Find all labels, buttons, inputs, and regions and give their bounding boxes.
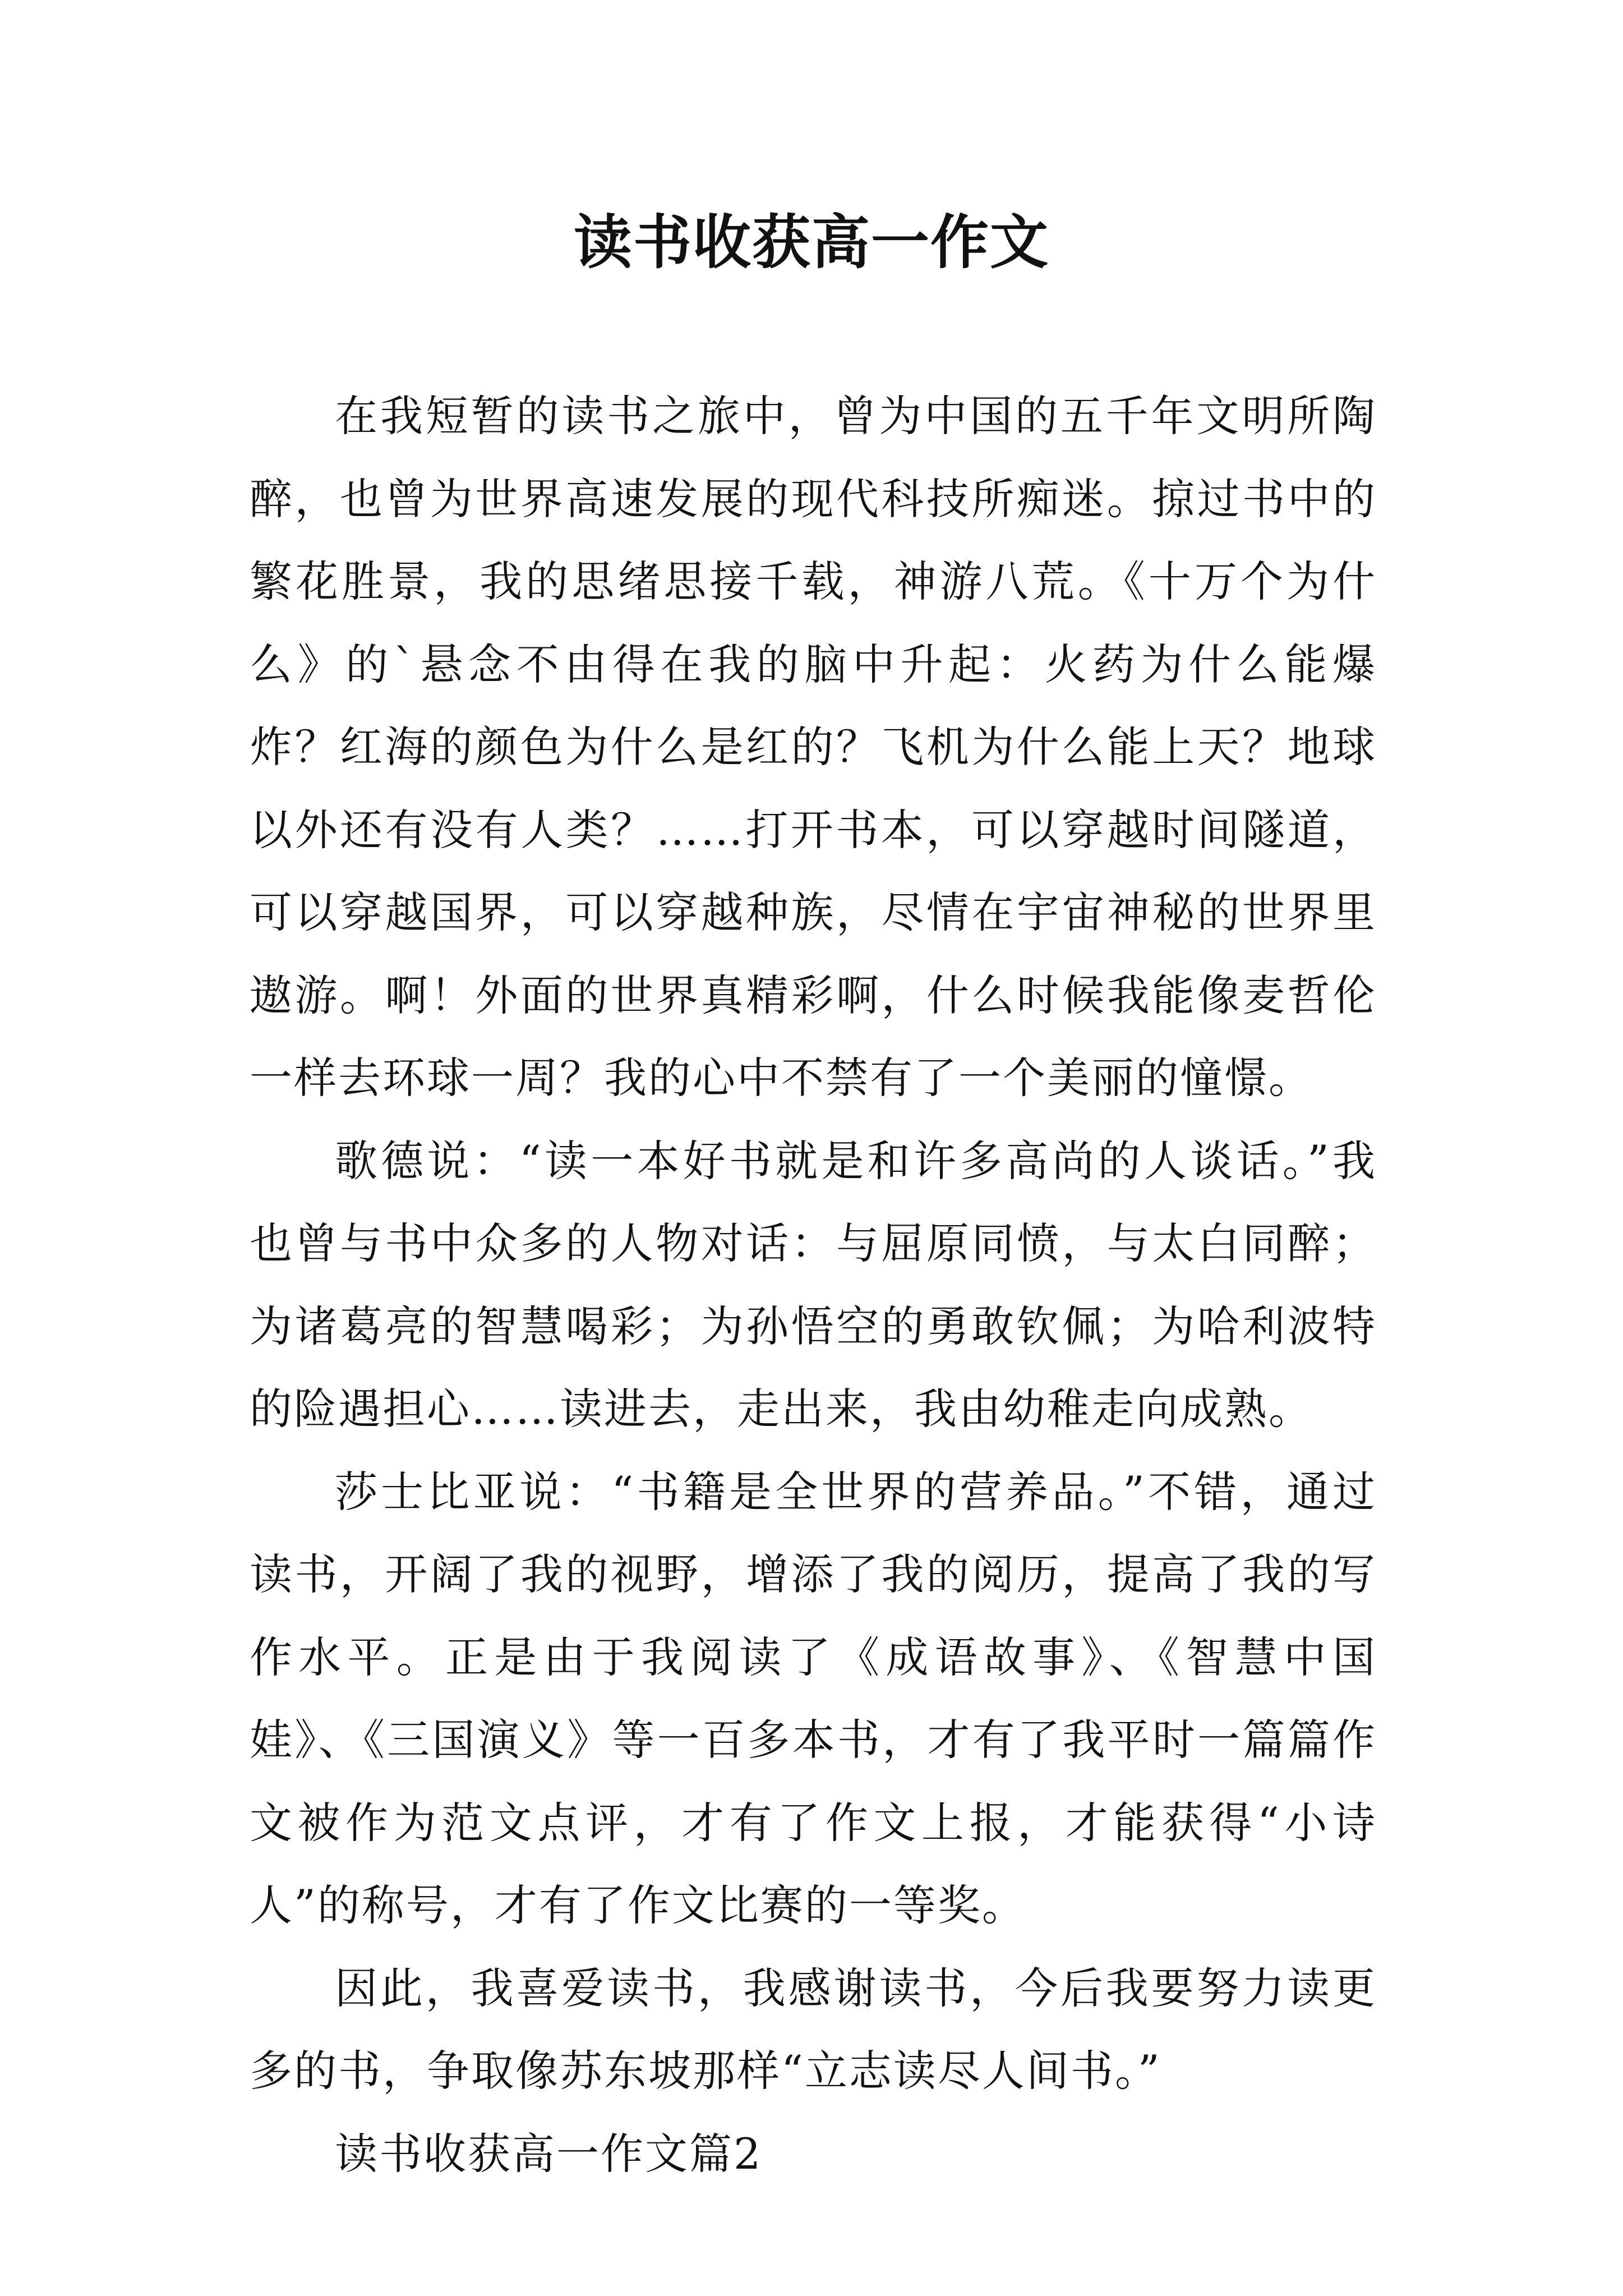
document-title: 读书收获高一作文 [573, 208, 1049, 277]
paragraph-1: 在我短暂的读书之旅中，曾为中国的五千年文明所陶醉，也曾为世界高速发展的现代科技所痴迷。掠过书中的繁花胜景，我的思绪思接千载，神游八荒。《十万个为什么》的`悬念不由得在我的脑中升起：火药为什么能爆炸？红海的颜色为什么是红的？飞机为什么能上天？地球以外还有没有人类？……打开书本，可以穿越时间隧道，可以穿越国界，可以穿越种族，尽情在宇宙神秘的世界里遨游。啊！外面的世界真精彩啊，什么时候我能像麦哲伦一样去环球一周？我的心中不禁有了一个美丽的憧憬。 [250, 391, 1377, 1103]
document-body [250, 375, 1377, 2195]
section-heading-2: 读书收获高一作文篇2 [335, 2128, 763, 2179]
paragraph-2: 歌德说：“读一本好书就是和许多高尚的人谈话。”我也曾与书中众多的人物对话：与屈原同愤，与太白同醉；为诸葛亮的智慧喝彩；为孙悟空的勇敢钦佩；为哈利波特的险遇担心……读进去，走出来，我由幼稚走向成熟。 [250, 1135, 1377, 1434]
paragraph-4: 因此，我喜爱读书，我感谢读书，今后我要努力读更多的书，争取像苏东坡那样“立志读尽人间书。” [250, 1963, 1377, 2096]
paragraph-3: 莎士比亚说：“书籍是全世界的营养品。”不错，通过读书，开阔了我的视野，增添了我的阅历，提高了我的写作水平。正是由于我阅读了《成语故事》、《智慧中国娃》、《三国演义》等一百多本书，才有了我平时一篇篇作文被作为范文点评，才有了作文上报，才能获得“小诗人”的称号，才有了作文比赛的一等奖。 [250, 1466, 1377, 1930]
